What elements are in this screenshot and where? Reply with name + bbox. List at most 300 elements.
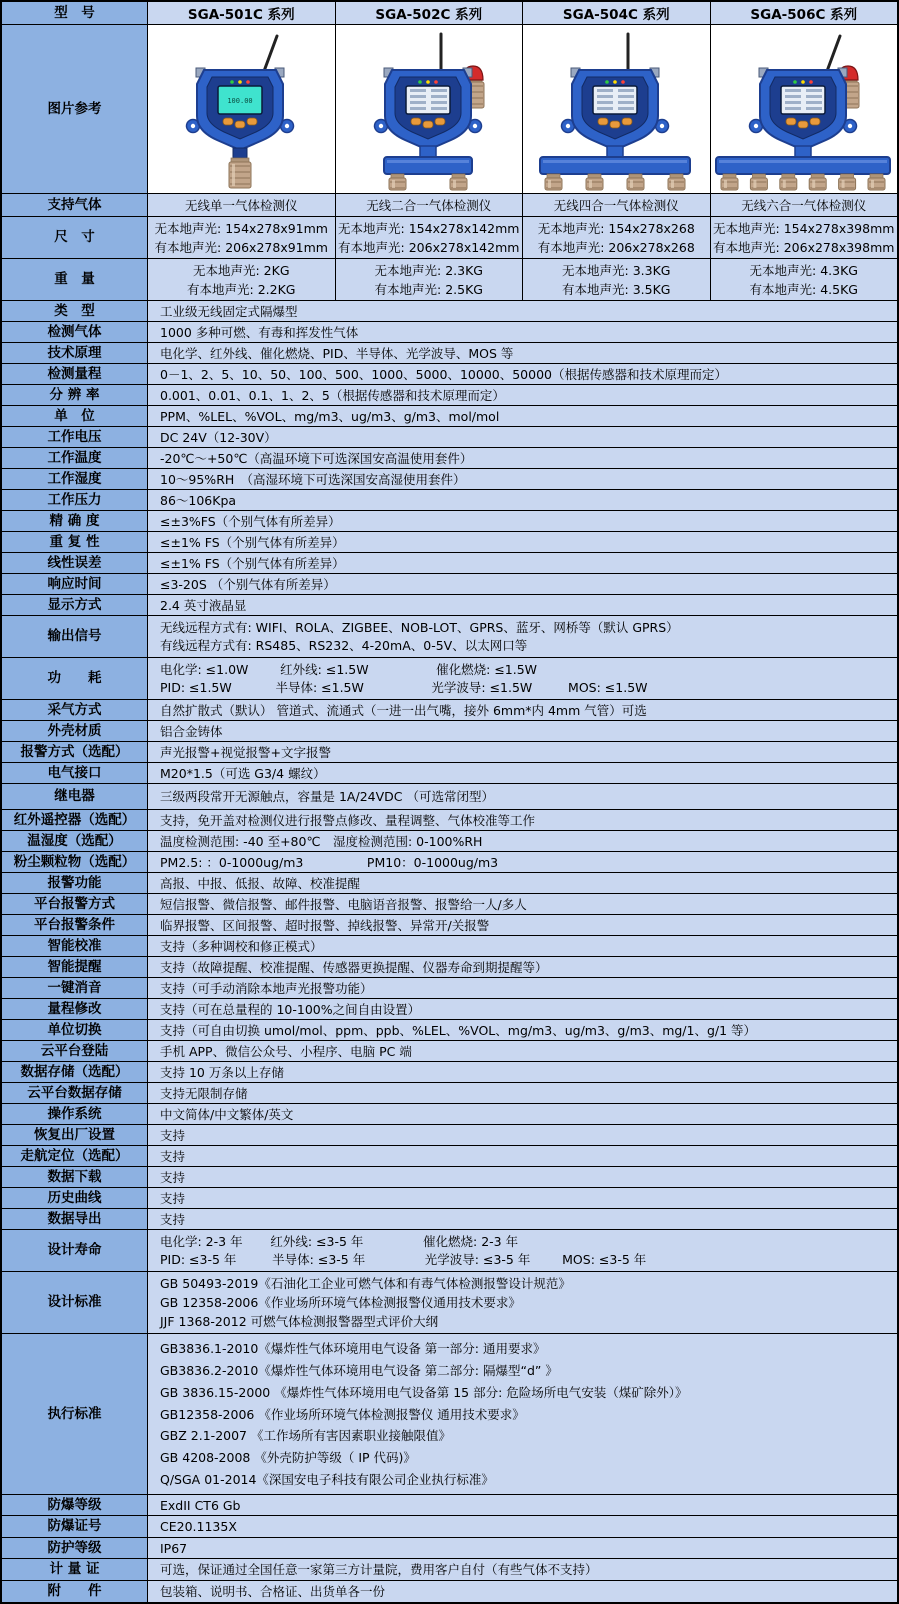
row-value <box>148 763 897 783</box>
spec-row-38 <box>2 1083 897 1104</box>
row-content <box>148 936 897 956</box>
row-value-col-1 <box>336 194 524 216</box>
spec-row-25 <box>2 810 897 831</box>
value-line: CE20.1135X <box>160 1519 237 1534</box>
value-line: Q/SGA 01-2014《深国安电子科技有限公司企业执行标准》 <box>160 1472 494 1488</box>
device-image-cell-sga-504c <box>523 25 711 193</box>
value-line: 0－1、2、5、10、50、100、500、1000、5000、10000、50000（根据传感器和技术原理而定） <box>160 366 727 382</box>
row-value <box>148 385 897 405</box>
spec-row-0 <box>2 194 897 217</box>
row-label: 尺 寸 <box>2 217 148 258</box>
row-content <box>148 978 897 998</box>
header-model-label: 型 号 <box>2 2 148 24</box>
spec-row-40 <box>2 1125 897 1146</box>
row-value <box>148 1272 897 1333</box>
row-label: 走航定位（选配） <box>2 1146 148 1166</box>
row-value <box>148 595 897 615</box>
value-line: ≤±1% FS（个别气体有所差异） <box>160 534 345 550</box>
row-content <box>148 1581 897 1602</box>
value-line: 支持，免开盖对检测仪进行报警点修改、量程调整、气体校准等工作 <box>160 812 536 828</box>
spec-row-22 <box>2 742 897 763</box>
value-line: 无本地声光: 154x278x142mm <box>338 220 520 236</box>
value-line: 有本地声光: 3.5KG <box>562 282 671 298</box>
row-value <box>148 406 897 426</box>
row-label: 精 确 度 <box>2 511 148 531</box>
row-label: 报警功能 <box>2 873 148 893</box>
row-content <box>148 448 897 468</box>
row-content <box>148 1041 897 1061</box>
row-label: 支持气体 <box>2 194 148 216</box>
row-label: 附 件 <box>2 1581 148 1602</box>
spec-row-48 <box>2 1495 897 1516</box>
row-label: 线性误差 <box>2 553 148 573</box>
row-content <box>148 574 897 594</box>
row-value <box>148 852 897 872</box>
row-value <box>148 1230 897 1271</box>
value-line: GB 3836.15-2000 《爆炸性气体环境用电气设备第 15 部分: 危险场所电气安装（煤矿除外）》 <box>160 1384 688 1400</box>
spec-row-33 <box>2 978 897 999</box>
row-label: 操作系统 <box>2 1104 148 1124</box>
value-line: GBZ 2.1-2007 《工作场所有害因素职业接触限值》 <box>160 1428 451 1444</box>
row-content <box>148 1083 897 1103</box>
spec-row-31 <box>2 936 897 957</box>
value-line: 无本地声光: 154x278x398mm <box>713 220 895 236</box>
value-line: ≤3-20S （个别气体有所差异） <box>160 576 336 592</box>
value-line: PM2.5: ：0-1000ug/m3 PM10：0-1000ug/m3 <box>160 854 499 870</box>
row-content <box>148 301 897 321</box>
spec-row-49 <box>2 1516 897 1538</box>
value-line: 有本地声光: 206x278x142mm <box>338 240 520 256</box>
spec-row-44 <box>2 1209 897 1230</box>
row-content <box>148 1104 897 1124</box>
value-line: 无本地声光: 2KG <box>192 262 290 278</box>
row-value <box>148 1167 897 1187</box>
value-line: 无线二合一气体检测仪 <box>366 198 492 213</box>
gas-detector-2in1-icon <box>336 26 522 193</box>
row-label: 重 复 性 <box>2 532 148 552</box>
spec-row-52 <box>2 1581 897 1602</box>
spec-row-1 <box>2 217 897 259</box>
spec-row-20 <box>2 700 897 721</box>
value-line: 86～106Kpa <box>160 492 237 508</box>
value-line: 有本地声光: 2.2KG <box>187 282 296 298</box>
spec-row-36 <box>2 1041 897 1062</box>
row-value-col-1 <box>336 217 524 258</box>
spec-row-26 <box>2 831 897 852</box>
spec-row-45 <box>2 1230 897 1272</box>
row-value <box>148 532 897 552</box>
spec-row-35 <box>2 1020 897 1041</box>
row-label: 显示方式 <box>2 595 148 615</box>
row-value <box>148 301 897 321</box>
row-content <box>148 1516 897 1537</box>
row-value-col-2 <box>523 217 711 258</box>
value-line: GB3836.1-2010《爆炸性气体环境用电气设备 第一部分: 通用要求》 <box>160 1340 546 1356</box>
row-content <box>148 217 897 258</box>
spec-row-39 <box>2 1104 897 1125</box>
value-line: M20*1.5（可选 G3/4 螺纹） <box>160 765 326 781</box>
row-label: 平台报警方式 <box>2 894 148 914</box>
value-line: 支持 <box>160 1190 186 1206</box>
row-content <box>148 810 897 830</box>
svg-text:100.00: 100.00 <box>227 96 253 105</box>
spec-row-14 <box>2 532 897 553</box>
row-value-col-1 <box>336 259 524 300</box>
spec-row-12 <box>2 490 897 511</box>
row-label: 工作温度 <box>2 448 148 468</box>
row-value <box>148 936 897 956</box>
value-line: IP67 <box>160 1540 188 1556</box>
row-label: 继电器 <box>2 784 148 809</box>
value-line: 有本地声光: 4.5KG <box>749 282 858 298</box>
row-content <box>148 469 897 489</box>
spec-row-7 <box>2 385 897 406</box>
value-line: 包装箱、说明书、合格证、出货单各一份 <box>160 1584 386 1599</box>
row-value <box>148 511 897 531</box>
row-value <box>148 1495 897 1515</box>
value-line: 无本地声光: 154x278x268 <box>537 220 695 236</box>
row-value <box>148 1104 897 1124</box>
value-line: 无线远程方式有: WIFI、ROLA、ZIGBEE、NOB-LOT、GPRS、蓝牙、网桥等（默认 GPRS） <box>160 619 679 635</box>
value-line: 无本地声光: 154x278x91mm <box>154 220 328 236</box>
row-value <box>148 322 897 342</box>
value-line: 电化学: ≤1.0W 红外线: ≤1.5W 催化燃烧: ≤1.5W <box>160 661 538 677</box>
row-content <box>148 700 897 720</box>
value-line: GB12358-2006 《作业场所环境气体检测报警仪 通用技术要求》 <box>160 1406 525 1422</box>
row-content <box>148 511 897 531</box>
spec-row-15 <box>2 553 897 574</box>
device-image-cell-sga-506c <box>711 25 898 193</box>
row-content <box>148 490 897 510</box>
value-line: 无本地声光: 3.3KG <box>562 262 671 278</box>
row-label: 采气方式 <box>2 700 148 720</box>
row-label: 计 量 证 <box>2 1559 148 1580</box>
row-label: 量程修改 <box>2 999 148 1019</box>
row-label: 云平台登陆 <box>2 1041 148 1061</box>
row-content <box>148 322 897 342</box>
spec-row-51 <box>2 1559 897 1581</box>
row-content <box>148 957 897 977</box>
row-label: 一键消音 <box>2 978 148 998</box>
row-content <box>148 1146 897 1166</box>
row-label: 历史曲线 <box>2 1188 148 1208</box>
spec-row-18 <box>2 616 897 658</box>
row-content <box>148 1188 897 1208</box>
value-line: 支持 <box>160 1211 186 1227</box>
row-content <box>148 1125 897 1145</box>
row-content <box>148 658 897 699</box>
row-value <box>148 343 897 363</box>
spec-row-27 <box>2 852 897 873</box>
spec-row-4 <box>2 322 897 343</box>
header-model-sga-501c: SGA-501C 系列 <box>148 2 336 24</box>
row-value <box>148 784 897 809</box>
row-label: 云平台数据存储 <box>2 1083 148 1103</box>
row-value <box>148 1125 897 1145</box>
value-line: 声光报警+视觉报警+文字报警 <box>160 744 331 760</box>
value-line: PPM、%LEL、%VOL、mg/m3、ug/m3、g/m3、mol/mol <box>160 408 500 424</box>
row-content <box>148 364 897 384</box>
row-value-col-3 <box>711 217 898 258</box>
spec-row-13 <box>2 511 897 532</box>
row-label: 红外遥控器（选配） <box>2 810 148 830</box>
row-content <box>148 532 897 552</box>
value-line: 中文简体/中文繁体/英文 <box>160 1106 294 1122</box>
spec-row-29 <box>2 894 897 915</box>
row-value <box>148 1516 897 1537</box>
row-value-col-0 <box>148 194 336 216</box>
value-line: DC 24V（12-30V） <box>160 429 277 445</box>
row-content <box>148 595 897 615</box>
row-value <box>148 658 897 699</box>
row-value <box>148 742 897 762</box>
row-label: 平台报警条件 <box>2 915 148 935</box>
spec-row-41 <box>2 1146 897 1167</box>
header-model-sga-504c: SGA-504C 系列 <box>523 2 711 24</box>
value-line: 电化学、红外线、催化燃烧、PID、半导体、光学波导、MOS 等 <box>160 345 514 361</box>
row-content <box>148 831 897 851</box>
value-line: 10～95%RH （高湿环境下可选深国安高湿使用套件） <box>160 471 466 487</box>
row-value <box>148 1062 897 1082</box>
value-line: 无线四合一气体检测仪 <box>553 198 679 213</box>
row-value <box>148 894 897 914</box>
row-value <box>148 915 897 935</box>
value-line: PID: ≤3-5 年 半导体: ≤3-5 年 光学波导: ≤3-5 年 MOS: ≤3-5 年 <box>160 1252 647 1268</box>
row-content <box>148 259 897 300</box>
spec-row-9 <box>2 427 897 448</box>
row-value <box>148 574 897 594</box>
row-value-col-0 <box>148 217 336 258</box>
row-content <box>148 1559 897 1580</box>
gas-detector-6in1-icon <box>711 26 897 193</box>
device-images <box>148 25 897 193</box>
value-line: ExdII CT6 Gb <box>160 1497 241 1513</box>
row-label: 工作湿度 <box>2 469 148 489</box>
row-content <box>148 1167 897 1187</box>
row-label: 设计寿命 <box>2 1230 148 1271</box>
value-line: 有线远程方式有: RS485、RS232、4-20mA、0-5V、以太网口等 <box>160 638 528 654</box>
spec-row-11 <box>2 469 897 490</box>
row-label: 智能校准 <box>2 936 148 956</box>
row-value <box>148 999 897 1019</box>
spec-row-10 <box>2 448 897 469</box>
spec-row-28 <box>2 873 897 894</box>
value-line: 三级两段常开无源触点，容量是 1A/24VDC （可选常闭型） <box>160 789 494 804</box>
value-line: 无本地声光: 4.3KG <box>749 262 858 278</box>
value-line: 电化学: 2-3 年 红外线: ≤3-5 年 催化燃烧: 2-3 年 <box>160 1233 519 1249</box>
row-value <box>148 810 897 830</box>
row-value <box>148 1041 897 1061</box>
value-line: 支持（故障提醒、校准提醒、传感器更换提醒、仪器寿命到期提醒等） <box>160 959 548 975</box>
row-value-col-2 <box>523 194 711 216</box>
row-value <box>148 448 897 468</box>
row-content <box>148 1020 897 1040</box>
row-label: 输出信号 <box>2 616 148 657</box>
value-line: 支持 10 万条以上存储 <box>160 1064 284 1080</box>
row-label: 数据导出 <box>2 1209 148 1229</box>
row-label: 电气接口 <box>2 763 148 783</box>
row-value <box>148 831 897 851</box>
value-line: 手机 APP、微信公众号、小程序、电脑 PC 端 <box>160 1043 412 1059</box>
row-label: 恢复出厂设置 <box>2 1125 148 1145</box>
row-value <box>148 873 897 893</box>
value-line: 无本地声光: 2.3KG <box>374 262 483 278</box>
row-label: 技术原理 <box>2 343 148 363</box>
row-content <box>148 763 897 783</box>
value-line: 自然扩散式（默认） 管道式、流通式（一进一出气嘴，接外 6mm*内 4mm 气管）可选 <box>160 702 647 718</box>
row-label: 粉尘颗粒物（选配） <box>2 852 148 872</box>
row-content <box>148 343 897 363</box>
value-line: 临界报警、区间报警、超时报警、掉线报警、异常开/关报警 <box>160 917 490 933</box>
header-model-sga-502c: SGA-502C 系列 <box>336 2 524 24</box>
row-value <box>148 1334 897 1494</box>
value-line: 无线六合一气体检测仪 <box>741 198 867 213</box>
spec-row-23 <box>2 763 897 784</box>
value-line: JJF 1368-2012 可燃气体检测报警器型式评价大纲 <box>160 1314 439 1329</box>
row-label: 报警方式（选配） <box>2 742 148 762</box>
row-label: 单位切换 <box>2 1020 148 1040</box>
row-label: 设计标准 <box>2 1272 148 1333</box>
device-image-cell-sga-502c <box>336 25 524 193</box>
value-line: GB3836.2-2010《爆炸性气体环境用电气设备 第二部分: 隔爆型“d” 》 <box>160 1362 558 1378</box>
value-line: 无线单一气体检测仪 <box>184 198 298 213</box>
row-content <box>148 742 897 762</box>
spec-row-50 <box>2 1538 897 1559</box>
row-value <box>148 364 897 384</box>
row-content <box>148 406 897 426</box>
row-value <box>148 957 897 977</box>
image-row <box>2 25 897 194</box>
row-value <box>148 490 897 510</box>
row-label: 检测气体 <box>2 322 148 342</box>
row-label: 执行标准 <box>2 1334 148 1494</box>
spec-row-42 <box>2 1167 897 1188</box>
value-line: 支持（可自由切换 umol/mol、ppm、ppb、%LEL、%VOL、mg/m3、ug/m3、g/m3、mg/1、g/1 等） <box>160 1022 757 1038</box>
value-line: 支持 <box>160 1148 186 1164</box>
row-value <box>148 1209 897 1229</box>
value-line: 2.4 英寸液晶显 <box>160 597 247 613</box>
spec-row-5 <box>2 343 897 364</box>
row-label: 类 型 <box>2 301 148 321</box>
row-value <box>148 1538 897 1558</box>
row-content <box>148 194 897 216</box>
value-line: -20℃～+50℃（高温环境下可选深国安高温使用套件） <box>160 450 473 466</box>
spec-row-34 <box>2 999 897 1020</box>
value-line: 有本地声光: 206x278x398mm <box>713 240 895 256</box>
row-content <box>148 616 897 657</box>
row-content <box>148 915 897 935</box>
header-models <box>148 2 897 24</box>
gas-detector-single-icon <box>148 26 334 193</box>
value-line: 支持 <box>160 1169 186 1185</box>
spec-row-30 <box>2 915 897 936</box>
row-value <box>148 1020 897 1040</box>
spec-row-16 <box>2 574 897 595</box>
row-content <box>148 1334 897 1494</box>
row-value <box>148 1581 897 1602</box>
row-value <box>148 1559 897 1580</box>
row-label: 响应时间 <box>2 574 148 594</box>
row-value <box>148 1146 897 1166</box>
value-line: 0.001、0.01、0.1、1、2、5（根据传感器和技术原理而定） <box>160 387 505 403</box>
row-content <box>148 784 897 809</box>
row-value <box>148 1188 897 1208</box>
device-image-cell-sga-501c <box>148 25 336 193</box>
row-label: 数据存储（选配） <box>2 1062 148 1082</box>
value-line: 支持（多种调校和修正模式） <box>160 938 323 954</box>
row-label: 工作压力 <box>2 490 148 510</box>
row-content <box>148 1495 897 1515</box>
row-value <box>148 700 897 720</box>
row-label: 分 辨 率 <box>2 385 148 405</box>
spec-row-47 <box>2 1334 897 1495</box>
row-content <box>148 1538 897 1558</box>
row-label: 防爆等级 <box>2 1495 148 1515</box>
row-content <box>148 1209 897 1229</box>
row-label: 功 耗 <box>2 658 148 699</box>
value-line: 支持无限制存储 <box>160 1085 248 1101</box>
row-label: 检测量程 <box>2 364 148 384</box>
row-label: 温湿度（选配） <box>2 831 148 851</box>
row-label: 外壳材质 <box>2 721 148 741</box>
row-content <box>148 852 897 872</box>
row-content <box>148 427 897 447</box>
value-line: 可选，保证通过全国任意一家第三方计量院，费用客户自付（有些气体不支持） <box>160 1562 598 1577</box>
value-line: 支持（可手动消除本地声光报警功能） <box>160 980 373 996</box>
row-value <box>148 427 897 447</box>
row-value-col-3 <box>711 259 898 300</box>
value-line: PID: ≤1.5W 半导体: ≤1.5W 光学波导: ≤1.5W MOS: ≤1.5W <box>160 680 648 696</box>
value-line: 铝合金铸体 <box>160 723 223 739</box>
spec-row-21 <box>2 721 897 742</box>
value-line: 有本地声光: 206x278x268 <box>537 240 695 256</box>
value-line: ≤±3%FS（个别气体有所差异） <box>160 513 341 529</box>
row-content <box>148 553 897 573</box>
value-line: GB 12358-2006《作业场所环境气体检测报警仪通用技术要求》 <box>160 1295 521 1310</box>
spec-row-17 <box>2 595 897 616</box>
row-label: 数据下载 <box>2 1167 148 1187</box>
row-value <box>148 553 897 573</box>
row-value <box>148 721 897 741</box>
value-line: 有本地声光: 206x278x91mm <box>154 240 328 256</box>
gas-detector-4in1-icon <box>523 26 709 193</box>
row-content <box>148 385 897 405</box>
row-content <box>148 1272 897 1333</box>
value-line: GB 4208-2008 《外壳防护等级（ IP 代码)》 <box>160 1450 416 1466</box>
spec-row-2 <box>2 259 897 301</box>
value-line: 1000 多种可燃、有毒和挥发性气体 <box>160 324 359 340</box>
spec-row-46 <box>2 1272 897 1334</box>
header-row <box>2 2 897 25</box>
value-line: GB 50493-2019《石油化工企业可燃气体和有毒气体检测报警设计规范》 <box>160 1276 571 1291</box>
row-label: 防护等级 <box>2 1538 148 1558</box>
row-value <box>148 1083 897 1103</box>
value-line: 短信报警、微信报警、邮件报警、电脑语音报警、报警给一人/多人 <box>160 896 527 912</box>
value-line: 工业级无线固定式隔爆型 <box>160 303 298 319</box>
row-content <box>148 1062 897 1082</box>
row-value <box>148 469 897 489</box>
row-content <box>148 721 897 741</box>
row-label: 智能提醒 <box>2 957 148 977</box>
row-value-col-0 <box>148 259 336 300</box>
spec-row-32 <box>2 957 897 978</box>
row-value-col-2 <box>523 259 711 300</box>
row-value-col-3 <box>711 194 898 216</box>
row-label: 工作电压 <box>2 427 148 447</box>
header-model-sga-506c: SGA-506C 系列 <box>711 2 898 24</box>
value-line: 高报、中报、低报、故障、校准提醒 <box>160 875 361 891</box>
spec-row-37 <box>2 1062 897 1083</box>
